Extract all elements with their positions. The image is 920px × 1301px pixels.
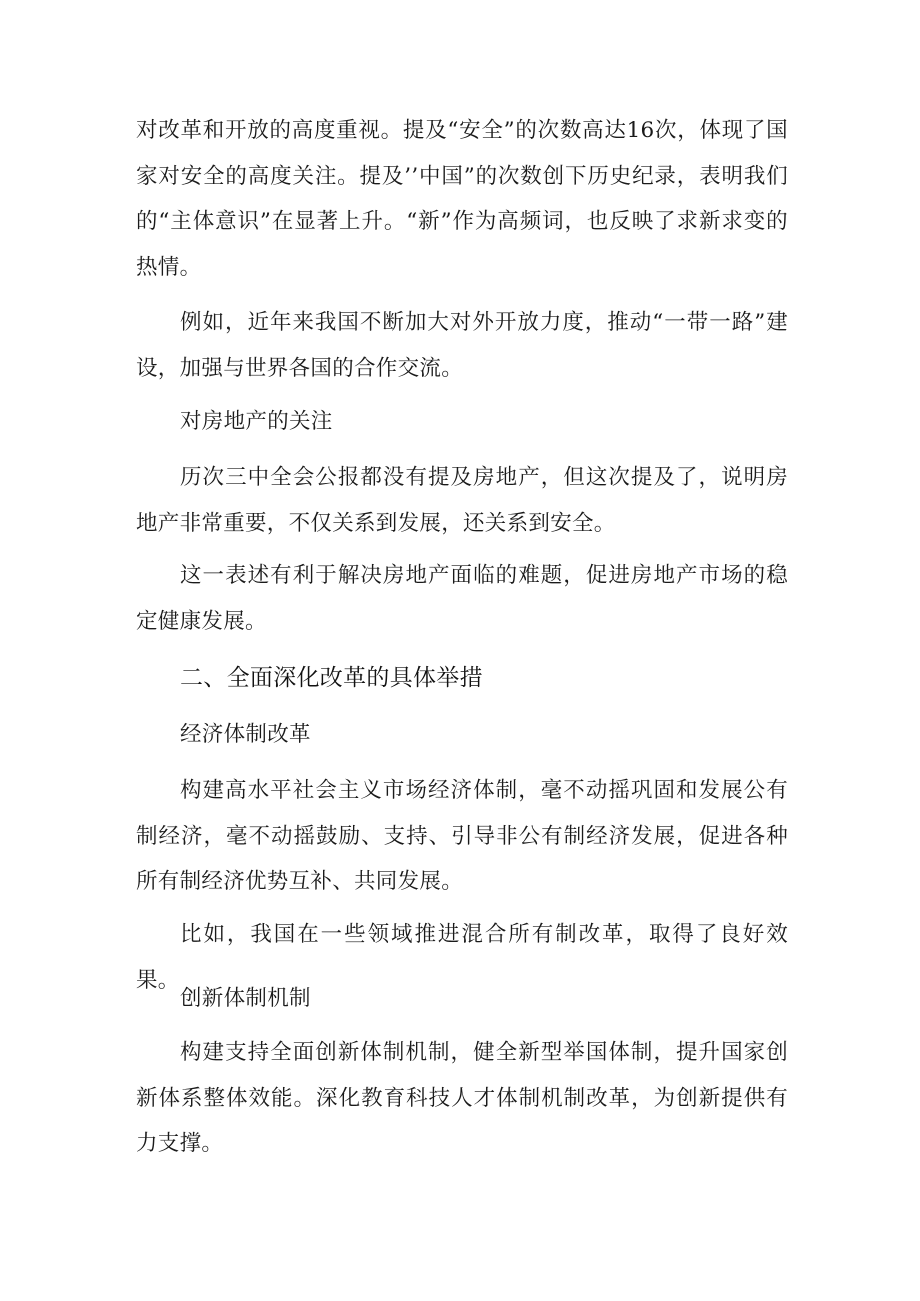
subheading-real-estate: 对房地产的关注 (180, 409, 333, 434)
subheading-innovation-mechanism: 创新体制机制 (180, 986, 311, 1011)
paragraph-belt-and-road-example: 例如，近年来我国不断加大对外开放力度，推动“一带一路”建设，加强与世界各国的合作交流。 (136, 310, 788, 381)
paragraph-real-estate-mention: 历次三中全会公报都没有提及房地产，但这次提及了，说明房地产非常重要，不仅关系到发展，还关系到安全。 (136, 465, 788, 536)
paragraph-market-economy: 构建高水平社会主义市场经济体制，毫不动摇巩固和发展公有制经济，毫不动摇鼓励、支持、引导非公有制经济发展，促进各种所有制经济优势互补、共同发展。 (136, 778, 788, 894)
paragraph-innovation-system: 构建支持全面创新体制机制，健全新型举国体制，提升国家创新体系整体效能。深化教育科技人才体制机制改革，为创新提供有力支撑。 (136, 1040, 788, 1156)
paragraph-security-and-china: 对改革和开放的高度重视。提及“安全”的次数高达16次，体现了国家对安全的高度关注。提及’’中国”的次数创下历史纪录，表明我们的“主体意识”在显著上升。“新”作为高频词，也反映了求新求变的热情。 (136, 118, 788, 280)
paragraph-real-estate-stability: 这一表述有利于解决房地产面临的难题，促进房地产市场的稳定健康发展。 (136, 563, 788, 634)
paragraph-mixed-ownership-example: 比如，我国在一些领域推进混合所有制改革，取得了良好效果。 (136, 922, 788, 993)
subheading-economic-system-reform: 经济体制改革 (180, 722, 311, 747)
section-heading-reform-measures: 二、全面深化改革的具体举措 (180, 665, 483, 691)
